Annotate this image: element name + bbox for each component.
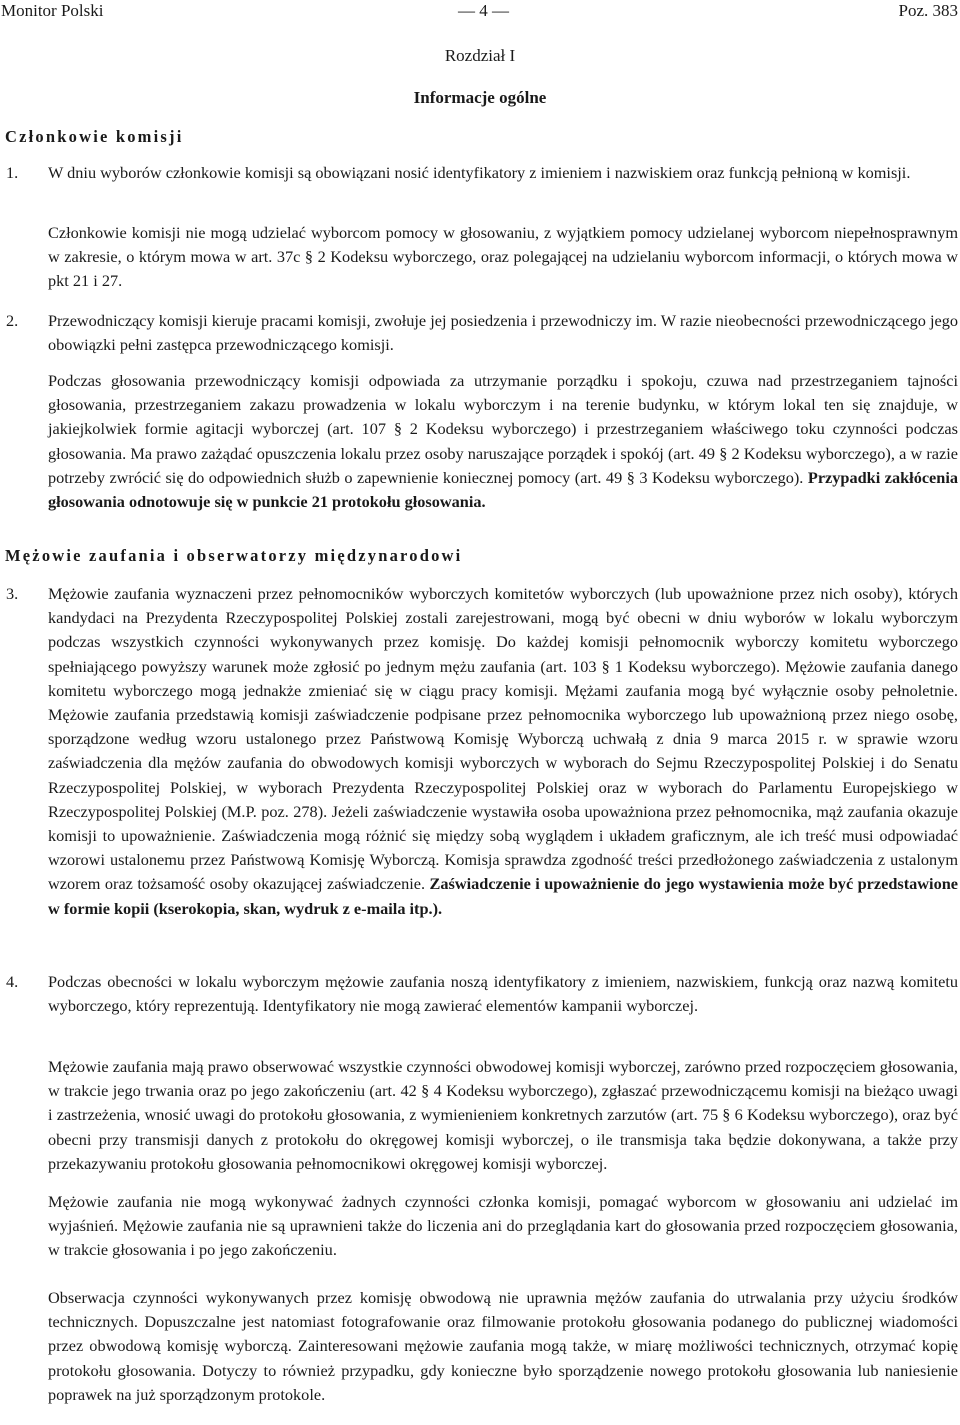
item-2-paragraph-2: [48, 369, 958, 514]
item-4-paragraph-3: Mężowie zaufania nie mogą wykonywać żadnych czynności członka komisji, pomagać wyborcom w głosowaniu ani udzielać im wyjaśnień. Mężowie zaufania nie są uprawnieni także do liczenia ani do przeglądania kart do głosowania przed rozpoczęciem głosowania, w trakcie głosowania i po jego zakończeniu.: [48, 1192, 958, 1260]
page-header: [0, 0, 960, 24]
item-1-paragraph-2: Członkowie komisji nie mogą udzielać wyborcom pomocy w głosowaniu, z wyjątkiem pomocy udzielanej wyborcom niepełnosprawnym w zakresie, o którym mowa w art. 37c § 2 Kodeksu wyborczego, oraz polegającej na udzielaniu wyborcom informacji, o których mowa w pkt 21 i 27.: [48, 223, 958, 291]
item-3-paragraph-1-bold: Zaświadczenie i upoważnienie do jego wystawienia może być przedstawione w formie kopii (kserokopia, skan, wydruk z e-maila itp.).: [48, 874, 959, 918]
item-3-paragraph-1-text: Mężowie zaufania wyznaczeni przez pełnomocników wyborczych komitetów wyborczych (lub upoważnione przez nich osoby), których kandydaci na Prezydenta Rzeczypospolitej Polskiej zostali zarejestrowani, mogą być obecni w dniu wyborów w lokalu wyborczym podczas wszystkich czynności wykonywanych przez komisję. Do każdej komisji pełnomocnik wyborczy komitetu wyborczego spełniającego powyższy warunek może zgłosić po jednym mężu zaufania (art. 103 § 1 Kodeksu wyborczego). Mężowie zaufania danego komitetu wyborczego mogą jednakże zmieniać się w ciągu pracy komisji. Mężami zaufania mogą być wyłącznie osoby pełnoletnie. Mężowie zaufania przedstawią komisji zaświadczenie podpisane przez pełnomocnika wyborczego lub upoważnioną przez niego osobę, sporządzone według wzoru ustalonego przez Państwową Komisję Wyborczą uchwałą z dnia 9 marca 2015 r. w sprawie wzoru zaświadczenia dla mężów zaufania do obwodowych komisji wyborczych w wyborach do Sejmu Rzeczypospolitej Polskiej i do Senatu Rzeczypospolitej Polskiej, w wyborach Prezydenta Rzeczypospolitej Polskiej oraz w wyborach do Parlamentu Europejskiego w Rzeczypospolitej Polskiej (M.P. poz. 278). Jeżeli zaświadczenie wystawiła osoba upoważniona przez pełnomocnika, mąż zaufania okazuje komisji to upoważnienie. Zaświadczenia mogą różnić się między sobą wyglądem i układem graficznym, ale ich treść musi odpowiadać wzorowi ustalonemu przez Państwową Komisję Wyborczą. Komisja sprawdza zgodność treści przedłożonego zaświadczenia z ustalonym wzorem oraz tożsamość osoby okazującej zaświadczenie.: [48, 584, 958, 894]
publication-name: Monitor Polski: [1, 1, 104, 20]
item-number-2: 2.: [6, 311, 19, 330]
section-heading-observers: Mężowie zaufania i obserwatorzy międzynarodowi: [5, 546, 463, 565]
page-number: — 4 —: [458, 1, 509, 20]
item-number-4: 4.: [6, 972, 19, 991]
item-4-paragraph-1: Podczas obecności w lokalu wyborczym mężowie zaufania noszą identyfikatory z imieniem, nazwiskiem, funkcją oraz nazwą komitetu wyborczego, który reprezentują. Identyfikatory nie mogą zawierać elementów kampanii wyborczej.: [48, 972, 958, 1016]
position-number: Poz. 383: [898, 1, 958, 20]
section-heading-members: Członkowie komisji: [5, 127, 184, 146]
item-number-1: 1.: [6, 163, 19, 182]
chapter-title: Informacje ogólne: [413, 88, 547, 107]
item-3-paragraph-1: [48, 582, 958, 921]
item-2-paragraph-2-text: Podczas głosowania przewodniczący komisji odpowiada za utrzymanie porządku i spokoju, czuwa nad przestrzeganiem tajności głosowania, przestrzeganiem zakazu prowadzenia w lokalu wyborczym i na terenie budynku, w którym lokal ten się znajduje, w jakiejkolwiek formie agitacji wyborczej (art. 107 § 2 Kodeksu wyborczego) i przestrzeganiem właściwego toku czynności podczas głosowania. Ma prawo zażądać opuszczenia lokalu przez osoby naruszające porządek i spokój (art. 49 § 2 Kodeksu wyborczego), a w razie potrzeby zwrócić się do odpowiednich służb o zapewnienie koniecznej pomocy (art. 49 § 3 Kodeksu wyborczego).: [48, 371, 958, 487]
item-2-paragraph-1: Przewodniczący komisji kieruje pracami komisji, zwołuje jej posiedzenia i przewodniczy im. W razie nieobecności przewodniczącego jego obowiązki pełni zastępca przewodniczącego komisji.: [48, 311, 958, 355]
item-4-paragraph-2: Mężowie zaufania mają prawo obserwować wszystkie czynności obwodowej komisji wyborczej, zarówno przed rozpoczęciem głosowania, w trakcie jego trwania oraz po jego zakończeniu (art. 42 § 4 Kodeksu wyborczego), zgłaszać przewodniczącemu komisji na bieżąco uwagi i zastrzeżenia, wnosić uwagi do protokołu głosowania, z wymienieniem konkretnych zarzutów (art. 75 § 6 Kodeksu wyborczego), oraz być obecni przy transmisji danych z protokołu do okręgowej komisji wyborczej, o ile transmisja taka będzie dokonywana, a także przy przekazywaniu protokołu głosowania pełnomocnikowi okręgowej komisji wyborczej.: [48, 1057, 958, 1173]
item-4-paragraph-4: Obserwacja czynności wykonywanych przez komisję obwodową nie uprawnia mężów zaufania do utrwalania przy użyciu środków technicznych. Dopuszczalne jest natomiast fotografowanie oraz filmowanie protokołu głosowania podanego do publicznej wiadomości przez obwodową komisję wyborczą. Zainteresowani mężowie zaufania mogą także, w miarę możliwości technicznych, otrzymać kopię protokołu głosowania. Dotyczy to również przypadku, gdy konieczne było sporządzenie nowego protokołu głosowania lub naniesienie poprawek na już sporządzonym protokole.: [48, 1288, 958, 1404]
item-1-paragraph-1: W dniu wyborów członkowie komisji są obowiązani nosić identyfikatory z imieniem i nazwiskiem oraz funkcją pełnioną w komisji.: [48, 163, 911, 182]
item-2-paragraph-2-bold: Przypadki zakłócenia głosowania odnotowuje się w punkcie 21 protokołu głosowania.: [48, 467, 959, 512]
item-number-3: 3.: [6, 584, 19, 603]
chapter-label: Rozdział I: [444, 46, 516, 65]
